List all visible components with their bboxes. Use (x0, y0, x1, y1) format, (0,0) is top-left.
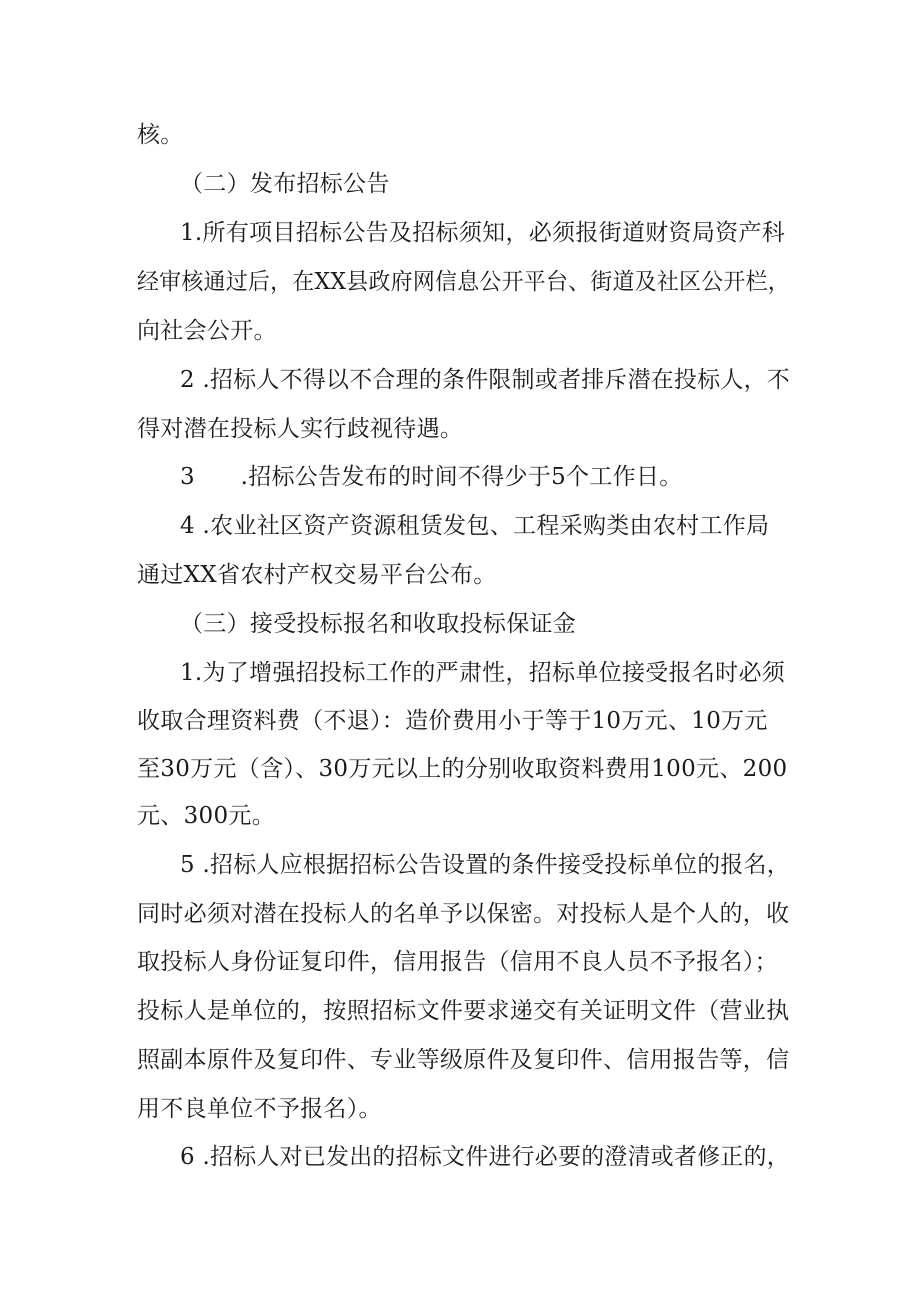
text-line-14: 至30万元（含）、30万元以上的分别收取资料费用100元、200 (137, 756, 788, 782)
text-line-17: 同时必须对潜在投标人的名单予以保密。对投标人是个人的，收 (137, 901, 790, 927)
section-heading-3: （三）接受投标报名和收取投标保证金 (180, 611, 577, 637)
text-line-08: 3 .招标公告发布的时间不得少于5个工作日。 (180, 464, 683, 490)
section-heading-2: （二）发布招标公告 (180, 171, 390, 197)
text-line-18: 取投标人身份证复印件，信用报告（信用不良人员不予报名）； (137, 949, 778, 975)
text-line-19: 投标人是单位的，按照招标文件要求递交有关证明文件（营业执 (137, 998, 790, 1024)
text-line-05: 向社会公开。 (137, 318, 277, 344)
text-line-20: 照副本原件及复印件、专业等级原件及复印件、信用报告等，信 (137, 1047, 790, 1073)
text-line-03: 1.所有项目招标公告及招标须知，必须报街道财资局资产科 (180, 220, 786, 246)
text-line-07: 得对潜在投标人实行歧视待遇。 (137, 416, 464, 442)
text-line-04: 经审核通过后，在XX县政府网信息公开平台、街道及社区公开栏， (137, 269, 790, 295)
text-line-09: 4 .农业社区资产资源租赁发包、工程采购类由农村工作局 (180, 513, 770, 539)
text-line-10: 通过XX省农村产权交易平台公布。 (137, 562, 497, 588)
text-line-01: 核。 (137, 122, 184, 148)
text-line-06: 2 .招标人不得以不合理的条件限制或者排斥潜在投标人，不 (180, 367, 790, 393)
text-line-12: 1.为了增强招投标工作的严肃性，招标单位接受报名时必须 (180, 660, 786, 686)
text-line-22: 6 .招标人对已发出的招标文件进行必要的澄清或者修正的， (180, 1144, 790, 1170)
text-line-15: 元、300元。 (137, 803, 275, 829)
text-line-16: 5 .招标人应根据招标公告设置的条件接受投标单位的报名， (180, 852, 790, 878)
text-line-21: 用不良单位不予报名）。 (137, 1096, 382, 1122)
text-line-13: 收取合理资料费（不退）：造价费用小于等于10万元、10万元 (137, 708, 768, 734)
